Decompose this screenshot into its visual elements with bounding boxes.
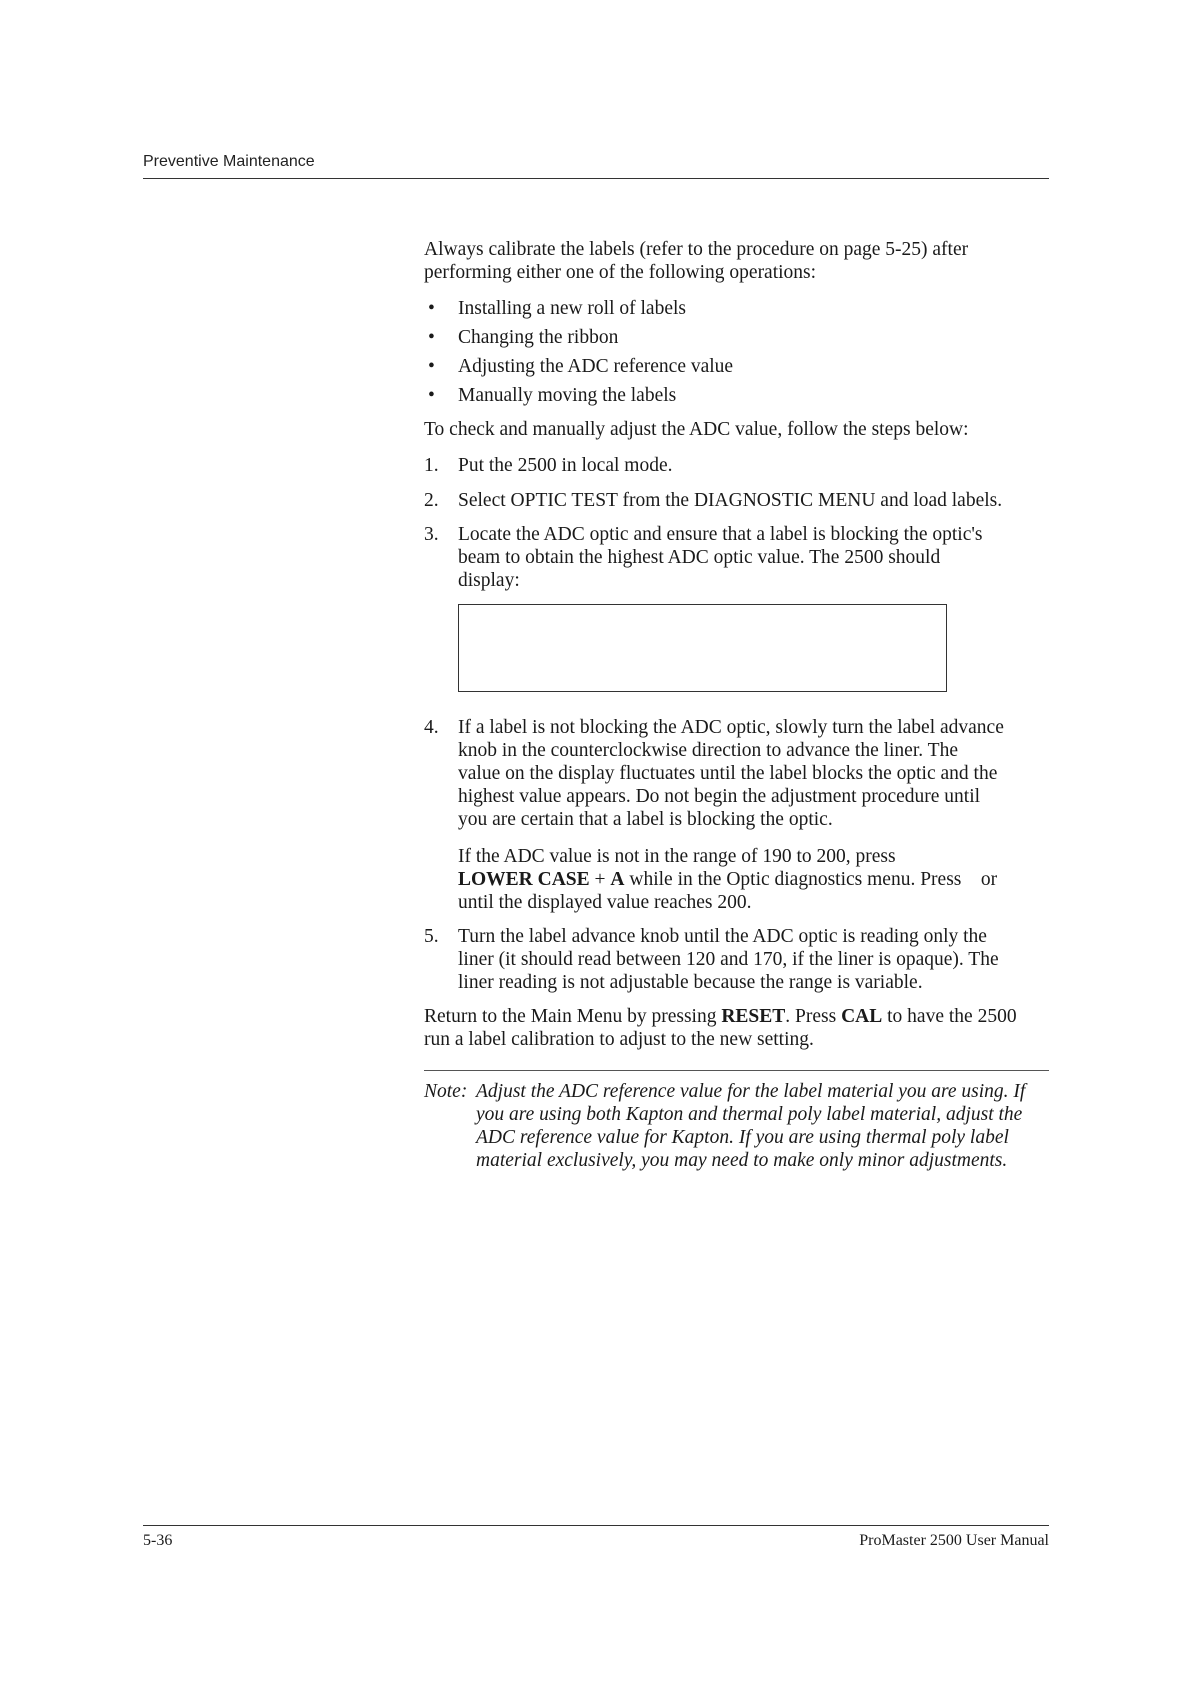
- step-line: Locate the ADC optic and ensure that a label is blocking the optic's: [458, 524, 983, 545]
- list-item-text: Adjusting the ADC reference value: [458, 356, 734, 377]
- step-line: knob in the counterclockwise direction to advance the liner. The: [458, 740, 958, 761]
- step-number: 5.: [424, 926, 439, 947]
- key-a: A: [610, 869, 625, 890]
- step-text: [458, 716, 1049, 831]
- step-line: display:: [458, 570, 520, 591]
- operations-list: [424, 294, 1049, 410]
- note-line: Adjust the ADC reference value for the label material you are using. If: [476, 1081, 1026, 1102]
- note-line: ADC reference value for Kapton. If you are using thermal poly label: [476, 1127, 1009, 1148]
- step-line: liner (it should read between 120 and 170, if the liner is opaque). The: [458, 949, 999, 970]
- key-lower-case: LOWER CASE: [458, 869, 590, 890]
- step-line: beam to obtain the highest ADC optic value. The 2500 should: [458, 547, 941, 568]
- display-readout-box: [458, 604, 947, 692]
- return-text: to have the 2500: [882, 1006, 1017, 1027]
- step-line: until the displayed value reaches 200.: [458, 892, 752, 913]
- list-item: [424, 381, 1049, 410]
- step-line: If the ADC value is not in the range of 190 to 200, press: [458, 846, 896, 867]
- step-line: Put the 2500 in local mode.: [458, 455, 673, 476]
- list-item-text: Changing the ribbon: [458, 327, 619, 348]
- return-line: run a label calibration to adjust to the new setting.: [424, 1029, 814, 1050]
- manual-title: ProMaster 2500 User Manual: [859, 1532, 1049, 1549]
- bullet-icon: •: [428, 298, 435, 319]
- step-line: you are certain that a label is blocking the optic.: [458, 809, 833, 830]
- page-number: 5-36: [143, 1532, 173, 1549]
- bullet-icon: •: [428, 327, 435, 348]
- return-line: [424, 1005, 1049, 1028]
- key-reset: RESET: [721, 1006, 786, 1027]
- note-label: Note:: [424, 1081, 468, 1102]
- return-text: . Press: [785, 1006, 842, 1027]
- step-text: [458, 489, 1049, 512]
- note-line: you are using both Kapton and thermal poly label material, adjust the: [476, 1104, 1023, 1125]
- intro-line: Always calibrate the labels (refer to the procedure on page 5-25) after: [424, 239, 969, 260]
- list-item-text: Installing a new roll of labels: [458, 298, 686, 319]
- step-number: 4.: [424, 717, 439, 738]
- step-line-rest: while in the Optic diagnostics menu. Press or: [624, 869, 998, 890]
- note-line: material exclusively, you may need to make only minor adjustments.: [476, 1150, 1008, 1171]
- list-item: [424, 352, 1049, 381]
- return-text: Return to the Main Menu by pressing: [424, 1006, 722, 1027]
- bullet-icon: •: [428, 356, 435, 377]
- note-rule: [424, 1070, 1049, 1071]
- list-item: [424, 323, 1049, 352]
- step-line: [458, 868, 1049, 891]
- return-paragraph: [424, 1005, 1049, 1051]
- intro-paragraph: [424, 238, 1049, 284]
- note-text: [476, 1080, 1036, 1172]
- step-text: [458, 454, 1049, 477]
- key-cal: CAL: [841, 1006, 883, 1027]
- step-line: If a label is not blocking the ADC optic, slowly turn the label advance: [458, 717, 1004, 738]
- bullet-icon: •: [428, 385, 435, 406]
- step-line: value on the display fluctuates until the label blocks the optic and the: [458, 763, 998, 784]
- step-text: [458, 523, 1049, 592]
- step-line: highest value appears. Do not begin the adjustment procedure until: [458, 786, 981, 807]
- step-number: 2.: [424, 490, 439, 511]
- step-number: 3.: [424, 524, 439, 545]
- step-line: Select OPTIC TEST from the DIAGNOSTIC MENU and load labels.: [458, 490, 1003, 511]
- step-4-sub-paragraph: [458, 845, 1049, 914]
- footer-rule: [143, 1525, 1049, 1526]
- intro-line: performing either one of the following operations:: [424, 262, 817, 283]
- step-line: liner reading is not adjustable because the range is variable.: [458, 972, 923, 993]
- key-plus: +: [589, 869, 611, 890]
- steps-lead-in: To check and manually adjust the ADC value, follow the steps below:: [424, 419, 969, 440]
- list-item-text: Manually moving the labels: [458, 385, 677, 406]
- step-line: Turn the label advance knob until the ADC optic is reading only the: [458, 926, 987, 947]
- header-rule: [143, 178, 1049, 179]
- page-header: Preventive Maintenance: [143, 153, 315, 170]
- list-item: [424, 294, 1049, 323]
- step-number: 1.: [424, 455, 439, 476]
- step-text: [458, 925, 1049, 994]
